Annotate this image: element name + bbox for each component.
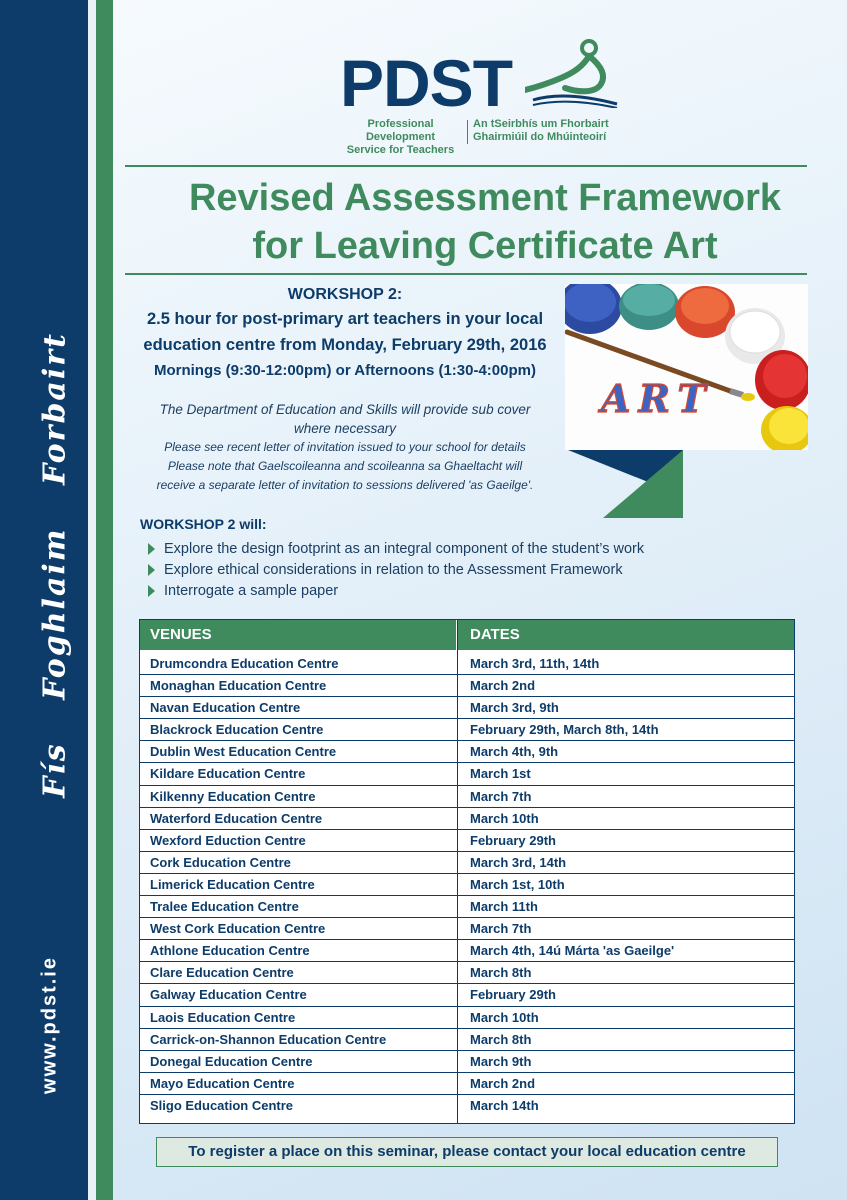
table-row <box>140 697 794 719</box>
website-url[interactable]: www.pdst.ie <box>38 956 61 1094</box>
title-rule-top <box>125 165 807 167</box>
table-row <box>140 984 794 1006</box>
page-title <box>125 174 845 270</box>
date-cell: March 8th <box>470 1031 532 1047</box>
date-cell: March 2nd <box>470 1075 536 1091</box>
workshop-notes <box>140 400 550 495</box>
logo-subtitle-en-2: Service for Teachers <box>346 144 455 156</box>
venue-cell: Cork Education Centre <box>150 854 291 870</box>
paint-pots-illustration <box>565 284 808 450</box>
sidebar-gap <box>88 0 96 1200</box>
pdst-logo <box>340 46 610 156</box>
venue-cell: Dublin West Education Centre <box>150 744 337 760</box>
list-item-text: Explore the design footprint as an integral component of the student’s work <box>164 540 645 557</box>
date-cell: March 14th <box>470 1097 539 1113</box>
date-cell: March 10th <box>470 1009 539 1025</box>
logo-subtitle-en-1: Professional Development <box>365 118 436 143</box>
date-cell: March 1st <box>470 766 531 782</box>
title-line-2: for Leaving Certificate Art <box>252 225 718 267</box>
date-cell: March 3rd, 14th <box>470 854 567 870</box>
table-row <box>140 940 794 962</box>
table-row <box>140 1029 794 1051</box>
table-row <box>140 918 794 940</box>
date-cell: March 8th <box>470 965 532 981</box>
table-row <box>140 786 794 808</box>
list-item <box>148 538 644 559</box>
venue-cell: Laois Education Centre <box>150 1009 296 1025</box>
date-cell: March 7th <box>470 921 532 937</box>
gaeilge-note-2: receive a separate letter of invitation to sessions delivered 'as Gaeilge'. <box>156 478 534 492</box>
art-painted-word: ART <box>601 376 714 421</box>
venue-cell: Carrick-on-Shannon Education Centre <box>150 1031 387 1047</box>
venues-table <box>139 619 795 1124</box>
venue-cell: West Cork Education Centre <box>150 921 326 937</box>
bullet-arrow-icon <box>148 585 155 597</box>
list-item-text: Explore ethical considerations in relation to the Assessment Framework <box>164 561 623 578</box>
gaeilge-note-1: Please note that Gaelscoileanna and scoileanna sa Ghaeltacht will <box>167 459 523 473</box>
sub-cover-note-1: The Department of Education and Skills will provide sub cover <box>159 402 531 417</box>
logo-wordmark: PDST <box>340 46 513 120</box>
date-cell: March 2nd <box>470 678 536 694</box>
table-row <box>140 675 794 697</box>
paint-pots-image <box>565 284 808 450</box>
workshop-summary <box>140 284 550 384</box>
venues-column-header: VENUES <box>140 620 457 650</box>
date-cell: March 4th, 14ú Márta 'as Gaeilge' <box>470 943 675 959</box>
list-item <box>148 580 644 601</box>
logo-subtitle-ga-2: Ghairmiúil do Mhúinteoirí <box>473 131 607 143</box>
logo-subtitle-english <box>340 118 461 157</box>
venue-cell: Kilkenny Education Centre <box>150 788 316 804</box>
table-body <box>140 653 794 1117</box>
workshop-times: Mornings (9:30-12:00pm) or Afternoons (1:30-4:00pm) <box>153 362 536 379</box>
venue-cell: Kildare Education Centre <box>150 766 306 782</box>
logo-subtitle-irish <box>473 118 609 144</box>
logo-subtitle-ga-1: An tSeirbhís um Fhorbairt <box>473 118 609 130</box>
venue-cell: Limerick Education Centre <box>150 876 315 892</box>
sidebar-green-stripe <box>96 0 113 1200</box>
logo-divider <box>467 120 468 144</box>
bullet-arrow-icon <box>148 543 155 555</box>
venue-cell: Waterford Education Centre <box>150 810 323 826</box>
dates-column-header: DATES <box>470 626 520 643</box>
venue-cell: Tralee Education Centre <box>150 899 299 915</box>
date-cell: March 4th, 9th <box>470 744 559 760</box>
workshop-line-1: 2.5 hour for post-primary art teachers in your local <box>146 310 544 328</box>
table-row <box>140 962 794 984</box>
venue-cell: Donegal Education Centre <box>150 1053 313 1069</box>
date-cell: February 29th <box>470 832 556 848</box>
workshop-will-heading: WORKSHOP 2 will: <box>140 516 267 532</box>
venue-cell: Mayo Education Centre <box>150 1075 295 1091</box>
table-row <box>140 719 794 741</box>
paintbrush-tip <box>741 393 755 401</box>
workshop-heading: WORKSHOP 2: <box>287 286 403 303</box>
date-cell: March 3rd, 11th, 14th <box>470 656 600 671</box>
table-row <box>140 653 794 675</box>
table-row <box>140 763 794 785</box>
table-row <box>140 1073 794 1095</box>
letter-note: Please see recent letter of invitation issued to your school for details <box>164 440 526 454</box>
date-cell: February 29th <box>470 987 556 1003</box>
table-row <box>140 852 794 874</box>
venue-cell: Blackrock Education Centre <box>150 722 324 738</box>
date-cell: February 29th, March 8th, 14th <box>470 722 659 738</box>
table-row <box>140 896 794 918</box>
venue-cell: Galway Education Centre <box>150 987 307 1003</box>
list-item-text: Interrogate a sample paper <box>164 582 339 599</box>
table-row <box>140 874 794 896</box>
decor-triangle-green <box>603 450 683 518</box>
table-row <box>140 1051 794 1073</box>
workshop-line-2: education centre from Monday, February 29th, 2016 <box>143 336 547 354</box>
date-cell: March 10th <box>470 810 539 826</box>
venue-cell: Clare Education Centre <box>150 965 294 981</box>
venue-cell: Sligo Education Centre <box>150 1097 294 1113</box>
sidebar-tagline: Fís Foghlaim Forbairt <box>37 332 73 798</box>
list-item <box>148 559 644 580</box>
register-banner: To register a place on this seminar, please contact your local education centre <box>156 1137 778 1167</box>
table-header <box>140 620 794 650</box>
date-cell: March 3rd, 9th <box>470 700 559 716</box>
title-line-1: Revised Assessment Framework <box>188 177 782 219</box>
logo-swirl-icon <box>525 38 620 108</box>
sub-cover-note-2: where necessary <box>293 421 397 436</box>
date-cell: March 11th <box>470 899 538 915</box>
title-rule-bottom <box>125 273 807 275</box>
workshop-will-list <box>148 538 644 601</box>
venue-cell: Athlone Education Centre <box>150 943 310 959</box>
venue-cell: Drumcondra Education Centre <box>150 656 339 671</box>
table-row <box>140 1007 794 1029</box>
table-row <box>140 830 794 852</box>
bullet-arrow-icon <box>148 564 155 576</box>
table-row <box>140 1095 794 1117</box>
table-row <box>140 741 794 763</box>
venue-cell: Navan Education Centre <box>150 700 301 716</box>
date-cell: March 7th <box>470 788 532 804</box>
table-row <box>140 808 794 830</box>
date-cell: March 9th <box>470 1053 532 1069</box>
date-cell: March 1st, 10th <box>470 876 565 892</box>
venue-cell: Wexford Eduction Centre <box>150 832 306 848</box>
venue-cell: Monaghan Education Centre <box>150 678 327 694</box>
